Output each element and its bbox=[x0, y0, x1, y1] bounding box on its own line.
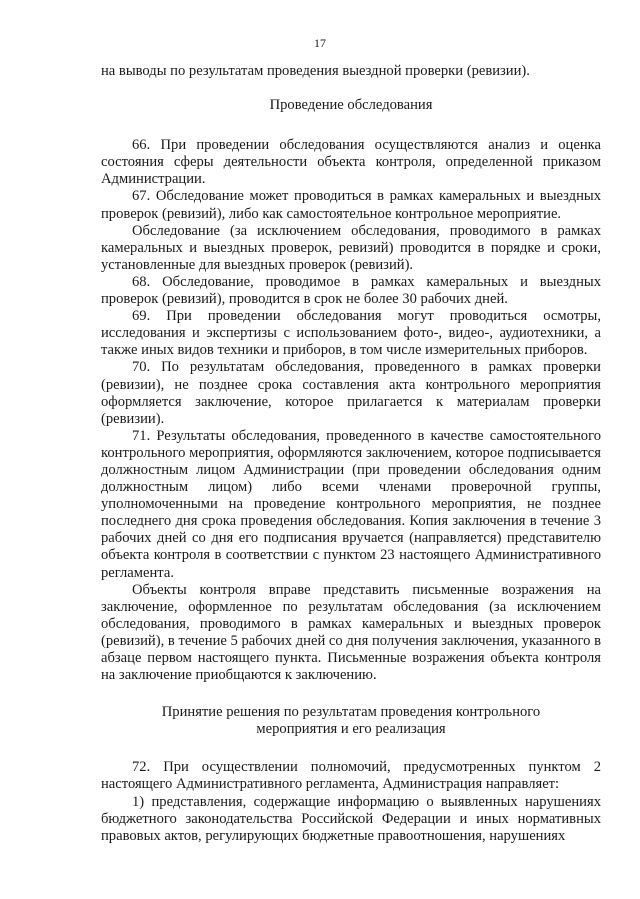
paragraph-69: 69. При проведении обследования могут проводиться осмотры, исследования и экспертизы с использованием фото-, видео-, аудиотехники, а также иных видов техники и приборов, в том числе измерительных приборов. bbox=[101, 308, 601, 359]
section-heading-decision: Принятие решения по результатам проведения контрольного мероприятия и его реализация bbox=[161, 704, 541, 738]
lead-line: на выводы по результатам проведения выездной проверки (ревизии). bbox=[101, 63, 530, 79]
paragraph-66: 66. При проведении обследования осуществляются анализ и оценка состояния сферы деятельности объекта контроля, определенной приказом Администрации. bbox=[101, 137, 601, 188]
section-heading-survey: Проведение обследования bbox=[269, 97, 433, 114]
paragraph-71-cont: Объекты контроля вправе представить письменные возражения на заключение, оформленное по результатам обследования (за исключением обследования, проводимого в рамках камеральных и выездных проверок (ревизий), в течение 5 рабочих дней со дня получения заключения, указанного в абзаце первом настоящего пункта. Письменные возражения объекта контроля на заключение приобщаются к заключению. bbox=[101, 581, 601, 684]
paragraph-68: 68. Обследование, проводимое в рамках камеральных и выездных проверок (ревизий), проводится в срок не более 30 рабочих дней. bbox=[101, 273, 601, 308]
paragraph-72: 72. При осуществлении полномочий, предусмотренных пунктом 2 настоящего Административного регламента, Администрация направляет: bbox=[101, 759, 601, 793]
paragraph-70: 70. По результатам обследования, проведенного в рамках проверки (ревизии), не позднее срока составления акта контрольного мероприятия оформляется заключение, которое прилагается к материалам проверки (ревизии). bbox=[101, 359, 601, 427]
paragraph-71: 71. Результаты обследования, проведенного в качестве самостоятельного контрольного мероприятия, оформляются заключением, которое подписывается должностным лицом Администрации (при проведении обследования одним должностным лицом) либо всеми членами проверочной группы, уполномоченными на проведение контрольного мероприятия, не позднее последнего дня срока проведения обследования. Копия заключения в течение 3 рабочих дней со дня его подписания вручается (направляется) представителю объекта контроля в соответствии с пунктом 23 настоящего Административного регламента. bbox=[101, 427, 601, 581]
page-number: 17 bbox=[314, 36, 326, 50]
paragraph-72-item-1: 1) представления, содержащие информацию о выявленных нарушениях бюджетного законодательства Российской Федерации и иных нормативных правовых актов, регулирующих бюджетные правоотношения, нарушениях bbox=[101, 793, 601, 844]
document-body bbox=[101, 63, 601, 845]
paragraph-67: 67. Обследование может проводиться в рамках камеральных и выездных проверок (ревизий), либо как самостоятельное контрольное мероприятие. bbox=[101, 188, 601, 222]
paragraph-67-cont: Обследование (за исключением обследования, проводимого в рамках камеральных и выездных проверок, ревизий) проводится в порядке и сроки, установленные для выездных проверок (ревизий). bbox=[101, 222, 601, 273]
